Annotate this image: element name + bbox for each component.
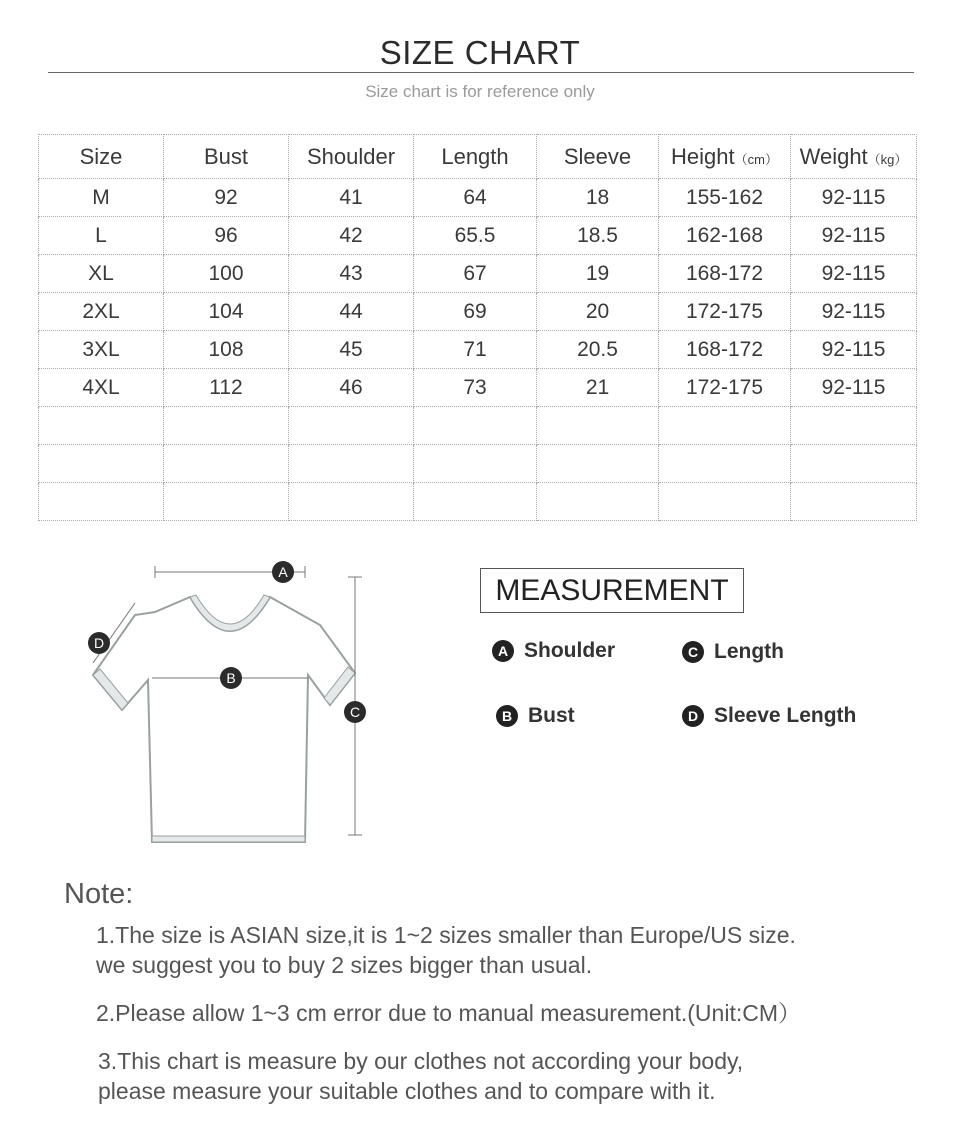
table-cell bbox=[791, 445, 917, 483]
table-cell: 42 bbox=[289, 217, 414, 255]
col-header-height: Height（cm） bbox=[659, 135, 791, 179]
table-cell bbox=[289, 407, 414, 445]
col-header-weight: Weight（kg） bbox=[791, 135, 917, 179]
table-row bbox=[39, 483, 917, 521]
col-header-shoulder: Shoulder bbox=[289, 135, 414, 179]
table-row bbox=[39, 445, 917, 483]
table-row bbox=[39, 217, 917, 255]
tshirt-diagram bbox=[80, 555, 380, 855]
table-cell: 172-175 bbox=[659, 293, 791, 331]
table-cell: 20 bbox=[537, 293, 659, 331]
marker-a-icon: A bbox=[492, 640, 514, 662]
marker-d bbox=[88, 632, 110, 654]
page-subtitle: Size chart is for reference only bbox=[365, 82, 595, 101]
note-1-line-1: 1.The size is ASIAN size,it is 1~2 sizes smaller than Europe/US size. bbox=[96, 922, 796, 948]
table-cell bbox=[164, 445, 289, 483]
table-cell: 65.5 bbox=[414, 217, 537, 255]
table-cell: 92 bbox=[164, 179, 289, 217]
size-table bbox=[38, 134, 917, 521]
note-2: 2.Please allow 1~3 cm error due to manual measurement.(Unit:CM） bbox=[96, 1000, 801, 1026]
table-cell: 73 bbox=[414, 369, 537, 407]
title-divider bbox=[48, 72, 914, 73]
table-row bbox=[39, 331, 917, 369]
table-cell bbox=[39, 445, 164, 483]
col-header-length: Length bbox=[414, 135, 537, 179]
table-cell: 104 bbox=[164, 293, 289, 331]
marker-c bbox=[344, 701, 366, 723]
table-cell bbox=[659, 407, 791, 445]
table-cell: 168-172 bbox=[659, 331, 791, 369]
note-1-line-2: we suggest you to buy 2 sizes bigger than usual. bbox=[96, 952, 593, 978]
table-cell: 19 bbox=[537, 255, 659, 293]
table-cell: 18 bbox=[537, 179, 659, 217]
col-header-size: Size bbox=[39, 135, 164, 179]
marker-c-icon: C bbox=[682, 641, 704, 663]
table-cell bbox=[537, 445, 659, 483]
legend-label: Sleeve Length bbox=[714, 704, 857, 727]
marker-d-icon: D bbox=[682, 705, 704, 727]
table-cell: 21 bbox=[537, 369, 659, 407]
marker-b bbox=[220, 667, 242, 689]
table-cell: 92-115 bbox=[791, 293, 917, 331]
table-cell: 96 bbox=[164, 217, 289, 255]
table-cell: 168-172 bbox=[659, 255, 791, 293]
legend-label: Shoulder bbox=[524, 639, 616, 662]
legend-label: Bust bbox=[528, 704, 575, 727]
table-cell bbox=[791, 483, 917, 521]
table-cell bbox=[39, 407, 164, 445]
table-cell: M bbox=[39, 179, 164, 217]
legend-bust bbox=[496, 704, 575, 728]
table-cell: 46 bbox=[289, 369, 414, 407]
table-cell: 18.5 bbox=[537, 217, 659, 255]
table-cell bbox=[791, 407, 917, 445]
measurement-title: MEASUREMENT bbox=[480, 568, 744, 613]
table-cell bbox=[39, 483, 164, 521]
svg-text:A: A bbox=[278, 564, 288, 580]
table-cell bbox=[659, 445, 791, 483]
note-title: Note: bbox=[64, 878, 134, 910]
table-cell: 69 bbox=[414, 293, 537, 331]
table-row bbox=[39, 369, 917, 407]
page-title: SIZE CHART bbox=[379, 34, 581, 71]
table-cell: 92-115 bbox=[791, 255, 917, 293]
table-cell: 92-115 bbox=[791, 217, 917, 255]
table-cell: 2XL bbox=[39, 293, 164, 331]
table-cell bbox=[414, 483, 537, 521]
table-cell: 172-175 bbox=[659, 369, 791, 407]
table-cell: 71 bbox=[414, 331, 537, 369]
table-cell: 92-115 bbox=[791, 331, 917, 369]
svg-text:D: D bbox=[93, 635, 105, 651]
table-cell: 41 bbox=[289, 179, 414, 217]
svg-text:C: C bbox=[349, 704, 361, 720]
col-header-sleeve: Sleeve bbox=[537, 135, 659, 179]
table-cell: 64 bbox=[414, 179, 537, 217]
table-cell: 112 bbox=[164, 369, 289, 407]
marker-a bbox=[272, 561, 294, 583]
table-body bbox=[39, 179, 917, 521]
table-cell bbox=[414, 407, 537, 445]
marker-b-icon: B bbox=[496, 705, 518, 727]
table-cell: 92-115 bbox=[791, 179, 917, 217]
table-cell bbox=[537, 407, 659, 445]
col-header-bust: Bust bbox=[164, 135, 289, 179]
table-cell: 43 bbox=[289, 255, 414, 293]
legend-label: Length bbox=[714, 640, 784, 663]
table-row bbox=[39, 407, 917, 445]
svg-text:B: B bbox=[226, 670, 236, 686]
table-cell bbox=[289, 445, 414, 483]
table-row bbox=[39, 255, 917, 293]
table-cell bbox=[164, 483, 289, 521]
legend-shoulder bbox=[492, 639, 615, 663]
legend-sleeve-length bbox=[682, 704, 856, 728]
table-cell: L bbox=[39, 217, 164, 255]
table-cell bbox=[414, 445, 537, 483]
legend-length bbox=[682, 640, 784, 664]
table-cell: 155-162 bbox=[659, 179, 791, 217]
table-row bbox=[39, 293, 917, 331]
table-cell: 162-168 bbox=[659, 217, 791, 255]
table-cell: 20.5 bbox=[537, 331, 659, 369]
table-cell bbox=[659, 483, 791, 521]
table-cell bbox=[164, 407, 289, 445]
table-cell: 4XL bbox=[39, 369, 164, 407]
table-cell: 67 bbox=[414, 255, 537, 293]
table-cell: XL bbox=[39, 255, 164, 293]
table-cell bbox=[289, 483, 414, 521]
note-3-line-1: 3.This chart is measure by our clothes not according your body, bbox=[98, 1048, 744, 1074]
table-row bbox=[39, 179, 917, 217]
table-cell: 100 bbox=[164, 255, 289, 293]
table-cell: 3XL bbox=[39, 331, 164, 369]
table-cell: 45 bbox=[289, 331, 414, 369]
note-3-line-2: please measure your suitable clothes and to compare with it. bbox=[98, 1078, 716, 1104]
table-cell: 108 bbox=[164, 331, 289, 369]
table-cell: 92-115 bbox=[791, 369, 917, 407]
table-header-row bbox=[39, 135, 917, 179]
table-cell: 44 bbox=[289, 293, 414, 331]
table-cell bbox=[537, 483, 659, 521]
